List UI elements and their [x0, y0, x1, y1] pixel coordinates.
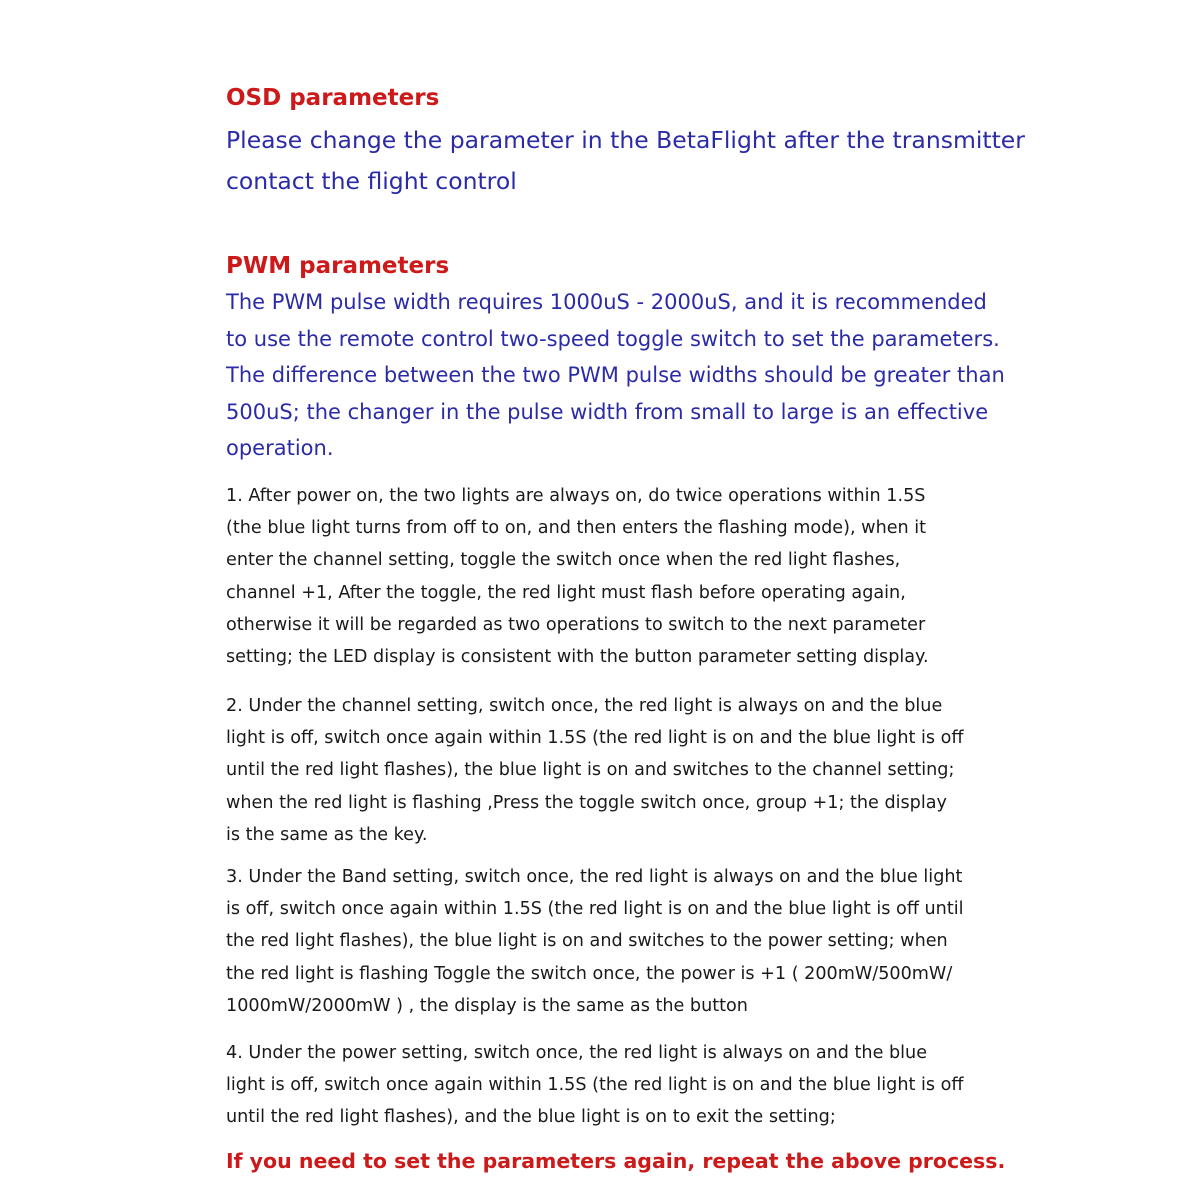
- step-line: 1. After power on, the two lights are always on, do twice operations within 1.5S: [226, 486, 926, 506]
- pwm-description-line: The PWM pulse width requires 1000uS - 2000uS, and it is recommended: [226, 290, 987, 314]
- step-line: enter the channel setting, toggle the switch once when the red light flashes,: [226, 550, 901, 571]
- step-line: setting; the LED display is consistent with the button parameter setting display.: [226, 647, 929, 668]
- osd-description-line: contact the flight control: [226, 167, 517, 195]
- step-line: when the red light is flashing ,Press the toggle switch once, group +1; the display: [226, 792, 947, 813]
- step-3-paragraph: [226, 861, 1166, 1022]
- step-line: 1000mW/2000mW ) , the display is the same as the button: [226, 995, 748, 1016]
- step-line: channel +1, After the toggle, the red light must flash before operating again,: [226, 582, 906, 603]
- step-line: is the same as the key.: [226, 824, 428, 845]
- osd-description: [226, 120, 1166, 202]
- step-line: light is off, switch once again within 1.5S (the red light is on and the blue light is off: [226, 728, 964, 749]
- pwm-heading: PWM parameters: [226, 253, 450, 279]
- step-line: (the blue light turns from off to on, and then enters the flashing mode), when it: [226, 518, 927, 539]
- pwm-description-line: The difference between the two PWM pulse widths should be greater than: [226, 363, 1005, 388]
- step-2-paragraph: [226, 690, 1166, 851]
- pwm-description-line: to use the remote control two-speed toggle switch to set the parameters.: [226, 326, 1000, 351]
- step-line: otherwise it will be regarded as two operations to switch to the next parameter: [226, 614, 926, 635]
- step-line: the red light is flashing Toggle the switch once, the power is +1 ( 200mW/500mW/: [226, 963, 953, 984]
- step-line: 2. Under the channel setting, switch once, the red light is always on and the blue: [226, 696, 943, 716]
- step-line: 3. Under the Band setting, switch once, the red light is always on and the blue light: [226, 867, 963, 887]
- step-line: until the red light flashes), the blue light is on and switches to the channel setting;: [226, 760, 955, 781]
- pwm-description: [226, 284, 1166, 467]
- step-line: 4. Under the power setting, switch once, the red light is always on and the blue: [226, 1043, 928, 1063]
- step-line: the red light flashes), the blue light is on and switches to the power setting; when: [226, 931, 948, 952]
- osd-heading: OSD parameters: [226, 85, 440, 111]
- osd-description-line: Please change the parameter in the BetaFlight after the transmitter: [226, 126, 1025, 154]
- step-line: light is off, switch once again within 1.5S (the red light is on and the blue light is off: [226, 1075, 964, 1096]
- step-4-paragraph: [226, 1037, 1166, 1134]
- step-line: is off, switch once again within 1.5S (the red light is on and the blue light is off until: [226, 899, 964, 920]
- footer-note: If you need to set the parameters again, repeat the above process.: [226, 1149, 1006, 1173]
- step-line: until the red light flashes), and the blue light is on to exit the setting;: [226, 1107, 836, 1128]
- pwm-description-line: operation.: [226, 436, 334, 461]
- step-1-paragraph: [226, 480, 1166, 673]
- pwm-description-line: 500uS; the changer in the pulse width from small to large is an effective: [226, 399, 989, 424]
